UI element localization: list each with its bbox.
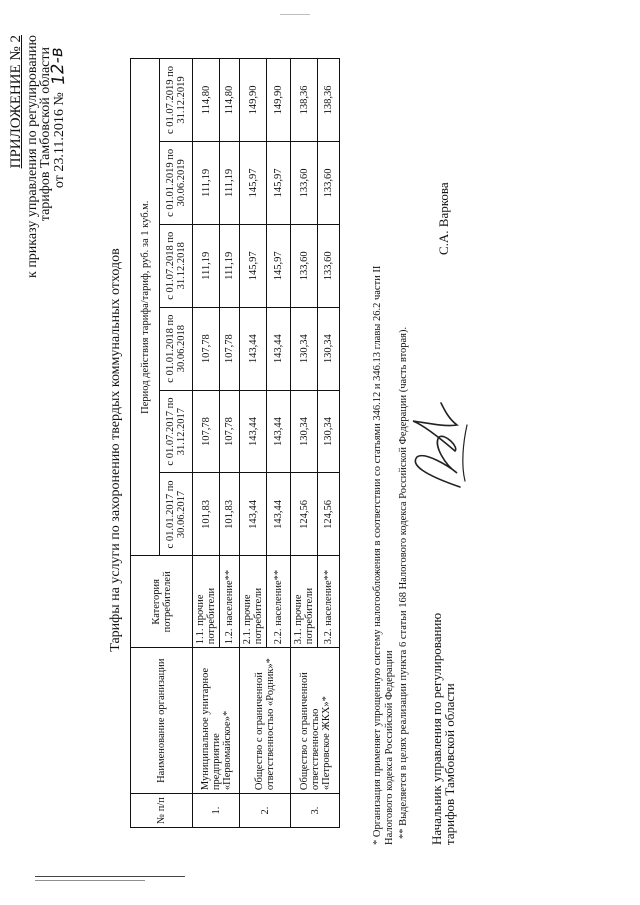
period-4: с 01.07.2018 по 31.12.2018: [160, 224, 193, 307]
row-num: 3.: [291, 794, 340, 828]
rotated-document-content: [0, 25, 640, 875]
appendix-heading-text: ПРИЛОЖЕНИЕ № 2: [8, 35, 24, 169]
header-num: № п/п: [131, 794, 193, 828]
tariff-value: 133,60: [291, 141, 318, 224]
tariff-value: 143,44: [267, 473, 291, 556]
tariff-value: 143,44: [240, 390, 267, 473]
tariff-value: 149,90: [267, 59, 291, 142]
tariff-value: 143,44: [267, 390, 291, 473]
footnote-2: ** Выделяется в целях реализации пункта 6 статьи 168 Налогового кодекса Российской Федерации (часть вторая).: [398, 326, 409, 839]
order-date-text: от 23.11.2016 №: [52, 92, 67, 189]
tariff-value: 111,19: [193, 141, 220, 224]
tariff-value: 145,97: [267, 224, 291, 307]
tariff-table: [130, 58, 340, 828]
row-num: 2.: [240, 794, 291, 828]
handwritten-signature: [405, 395, 475, 495]
row-num: 1.: [193, 794, 240, 828]
tariff-value: 130,34: [318, 390, 340, 473]
tariff-value: 133,60: [318, 141, 340, 224]
tariff-value: 143,44: [240, 473, 267, 556]
table-row: [240, 59, 267, 828]
organization-name: Муниципальное унитарное предприятие «Первомайское»*: [193, 648, 240, 794]
scan-artifact-dots: [280, 14, 310, 15]
tariff-value: 145,97: [267, 141, 291, 224]
tariff-value: 130,34: [318, 307, 340, 390]
category-cell: 3.1. прочие потребители: [291, 556, 318, 648]
category-cell: 2.1. прочие потребители: [240, 556, 267, 648]
tariff-value: 107,78: [193, 390, 220, 473]
tariff-value: 130,34: [291, 390, 318, 473]
order-date-line: [46, 46, 70, 189]
organization-name: Общество с ограниченной ответственностью «Родник»*: [240, 648, 291, 794]
tariff-value: 133,60: [318, 224, 340, 307]
tariff-value: 149,90: [240, 59, 267, 142]
organization-name: Общество с ограниченной ответственностью «Петровское ЖКХ»*: [291, 648, 340, 794]
category-cell: 3.2. население**: [318, 556, 340, 648]
table-row: [193, 59, 220, 828]
period-2: с 01.07.2017 по 31.12.2017: [160, 390, 193, 473]
scan-artifact-line: [35, 880, 145, 881]
tariff-value: 114,80: [193, 59, 220, 142]
tariff-value: 107,78: [193, 307, 220, 390]
category-cell: 1.1. прочие потребители: [193, 556, 220, 648]
header-period: Период действия тарифа/тариф, руб. за 1 куб.м.: [131, 59, 160, 556]
page-title: Тарифы на услуги по захоронению твердых коммунальных отходов: [108, 248, 123, 652]
tariff-value: 145,97: [240, 224, 267, 307]
tariff-value: 107,78: [220, 307, 240, 390]
footnote-1-line-1: * Организация применяет упрощенную систему налогообложения в соответствии со статьями 346.12 и 346.13 главы 26.2 части II: [372, 265, 383, 845]
table-row: [291, 59, 318, 828]
tariff-value: 145,97: [240, 141, 267, 224]
order-reference-line-1: к приказу управления по регулированию: [25, 35, 40, 278]
period-6: с 01.07.2019 по 31.12.2019: [160, 59, 193, 142]
tariff-value: 107,78: [220, 390, 240, 473]
tariff-value: 124,56: [318, 473, 340, 556]
header-category: Категория потребителей: [131, 556, 193, 648]
category-cell: 1.2. население**: [220, 556, 240, 648]
tariff-value: 130,34: [291, 307, 318, 390]
tariff-value: 143,44: [240, 307, 267, 390]
signatory-position-line-1: Начальник управления по регулированию: [429, 612, 444, 845]
period-1: с 01.01.2017 по 30.06.2017: [160, 473, 193, 556]
tariff-value: 138,36: [291, 59, 318, 142]
scan-artifact-line: [35, 876, 185, 877]
signatory-position-line-2: тарифов Тамбовской области: [442, 683, 457, 845]
period-5: с 01.01.2019 по 30.06.2019: [160, 141, 193, 224]
tariff-value: 138,36: [318, 59, 340, 142]
tariff-value: 143,44: [267, 307, 291, 390]
tariff-value: 111,19: [193, 224, 220, 307]
order-number-handwritten: 12-в: [46, 46, 70, 86]
order-reference-line-2: тарифов Тамбовской области: [38, 47, 53, 222]
tariff-value: 133,60: [291, 224, 318, 307]
signatory-name: С.А. Варкова: [436, 182, 451, 255]
tariff-value: 101,83: [220, 473, 240, 556]
footnote-1-line-2: Налогового кодекса Российской Федерации: [384, 650, 395, 845]
tariff-value: 111,19: [220, 224, 240, 307]
category-cell: 2.2. население**: [267, 556, 291, 648]
appendix-heading: [10, 35, 23, 168]
header-organization: Наименование организации: [131, 648, 193, 794]
tariff-value: 114,80: [220, 59, 240, 142]
period-3: с 01.01.2018 по 30.06.2018: [160, 307, 193, 390]
tariff-value: 111,19: [220, 141, 240, 224]
tariff-value: 101,83: [193, 473, 220, 556]
tariff-value: 124,56: [291, 473, 318, 556]
table-header-row: [131, 59, 160, 828]
